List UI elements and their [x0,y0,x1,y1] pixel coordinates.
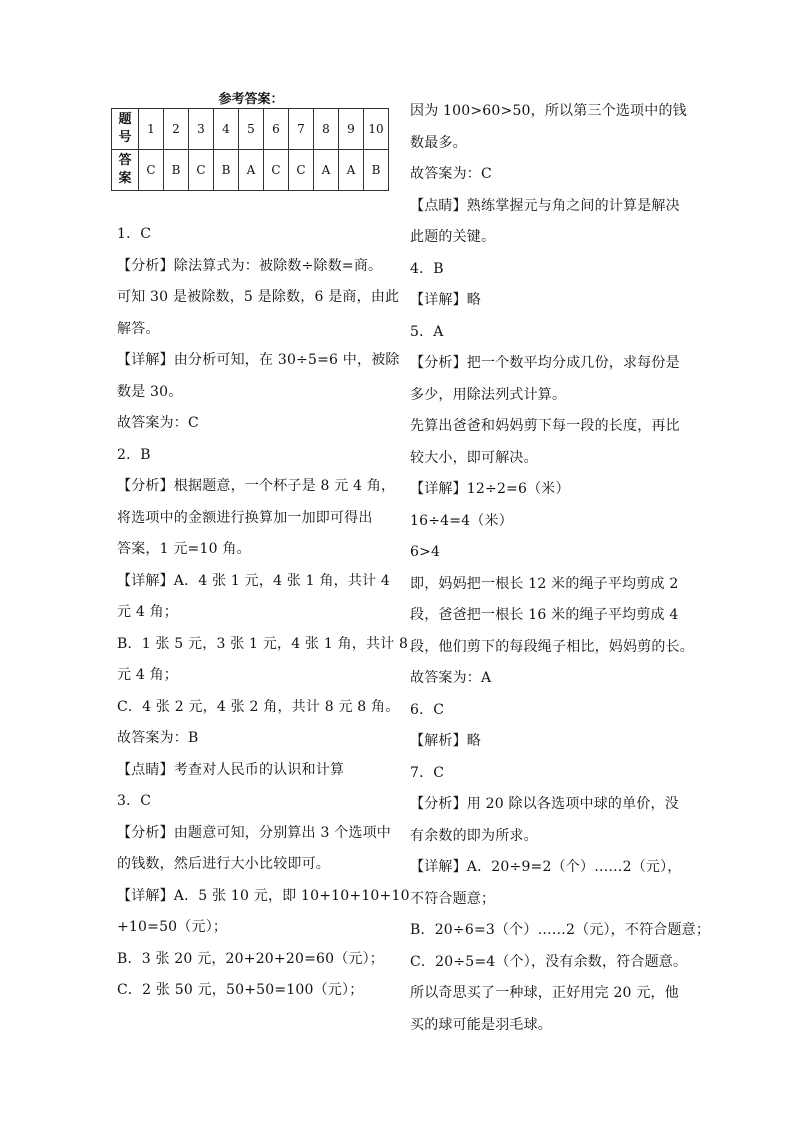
answer-letter: B [364,150,389,191]
question-number: 3 [189,109,214,150]
text-line: 【详解】由分析可知，在 30÷5=6 中，被除 [117,352,400,368]
text-line: 此题的关键。 [410,229,496,245]
answer-table-title: 参考答案： [218,92,284,107]
text-line: 16÷4=4（米） [410,512,513,529]
answer-table-number-row [112,109,389,150]
text-line: 故答案为：B [117,730,199,746]
question-number: 10 [364,109,389,150]
text-line: 【点睛】熟练掌握元与角之间的计算是解决 [410,197,680,214]
text-line: 答案，1 元=10 角。 [117,541,251,557]
text-line: B．20÷6=3（个）……2（元），不符合题意； [410,922,711,938]
text-line: 故答案为：A [410,670,492,686]
text-line: 将选项中的金额进行换算加一加即可得出 [117,509,373,526]
text-line: B．3 张 20 元，20+20+20=60（元）； [117,950,385,967]
answer-letter: B [214,150,239,191]
text-line: 有余数的即为所求。 [410,827,538,844]
question-number: 1 [139,109,164,150]
answer-table [111,108,389,191]
text-line: 1．C [117,226,152,242]
answer-letter: A [339,150,364,191]
text-line: 【分析】把一个数平均分成几份，求每份是 [410,355,680,371]
row-label-answer [112,150,139,191]
text-line: 【点睛】考查对人民币的认识和计算 [117,761,345,778]
text-line: 【详解】略 [410,292,481,308]
text-line: 先算出爸爸和妈妈剪下每一段的长度，再比 [410,418,680,434]
text-line: 元 4 角； [117,604,179,620]
answer-letter: C [189,150,214,191]
text-line: 【详解】12÷2=6（米） [410,481,570,497]
question-number: 4 [214,109,239,150]
question-number: 2 [164,109,189,150]
text-line: 数最多。 [410,134,467,151]
text-line: 6．C [410,701,445,718]
text-line: B．1 张 5 元，3 张 1 元，4 张 1 角，共计 8 [117,635,409,652]
row-label-number [112,109,139,150]
text-line: 即，妈妈把一根长 12 米的绳子平均剪成 2 [410,575,679,592]
text-line: 6>4 [410,544,441,560]
text-line: 7．C [410,764,445,781]
text-line: 【详解】A．4 张 1 元，4 张 1 角，共计 4 [117,572,390,589]
text-line: 【解析】略 [410,733,481,749]
text-line: 3．C [117,793,152,809]
right-text-block [410,96,711,1041]
text-line: 不符合题意； [410,890,496,907]
text-line: 多少，用除法列式计算。 [410,386,567,403]
text-line: 的钱数，然后进行大小比较即可。 [117,856,330,872]
text-line: 【详解】A．20÷9=2（个）……2（元）， [410,859,682,875]
text-line: 较大小，即可解决。 [410,449,538,466]
text-line: 2．B [117,446,151,463]
answer-letter: C [289,150,314,191]
answer-letter: C [264,150,289,191]
row-label-number-text: 题 号 [118,112,132,145]
question-number: 8 [314,109,339,150]
text-line: 段，爸爸把一根长 16 米的绳子平均剪成 4 [410,607,679,623]
text-line: 元 4 角； [117,667,179,683]
text-line: 【分析】除法算式为：被除数÷除数=商。 [117,257,383,274]
text-line: 【分析】根据题意，一个杯子是 8 元 4 角， [117,478,396,494]
text-line: C．20÷5=4（个），没有余数，符合题意。 [410,953,688,970]
question-number: 5 [239,109,264,150]
answer-letter: A [314,150,339,191]
text-line: 解答。 [117,320,160,337]
row-label-answer-text: 答 案 [118,153,132,186]
left-column [117,92,410,1007]
question-number: 9 [339,109,364,150]
text-line: 段，他们剪下的每段绳子相比，妈妈剪的长。 [410,638,694,655]
text-line: 5．A [410,323,444,340]
text-line: C．4 张 2 元，4 张 2 角，共计 8 元 8 角。 [117,698,400,715]
text-line: 【详解】A．5 张 10 元，即 10+10+10+10 [117,887,410,904]
text-line: 故答案为：C [410,166,492,182]
right-column [410,96,711,1041]
text-line: +10=50（元）； [117,919,228,935]
text-line: C．2 张 50 元，50+50=100（元）； [117,982,364,998]
left-text-block [117,219,410,1007]
answer-table-answer-row [112,150,389,191]
question-number: 6 [264,109,289,150]
text-line: 数是 30。 [117,383,183,400]
text-line: 买的球可能是羽毛球。 [410,1016,552,1033]
text-line: 故答案为：C [117,415,199,431]
text-line: 4．B [410,260,444,277]
answer-letter: A [239,150,264,191]
text-line: 【分析】用 20 除以各选项中球的单价，没 [410,796,679,812]
text-line: 所以奇思买了一种球，正好用完 20 元，他 [410,985,679,1001]
text-line: 可知 30 是被除数，5 是除数，6 是商，由此 [117,289,400,305]
text-line: 【分析】由题意可知，分别算出 3 个选项中 [117,824,392,841]
answer-letter: C [139,150,164,191]
text-line: 因为 100>60>50，所以第三个选项中的钱 [410,103,687,119]
question-number: 7 [289,109,314,150]
answer-letter: B [164,150,189,191]
